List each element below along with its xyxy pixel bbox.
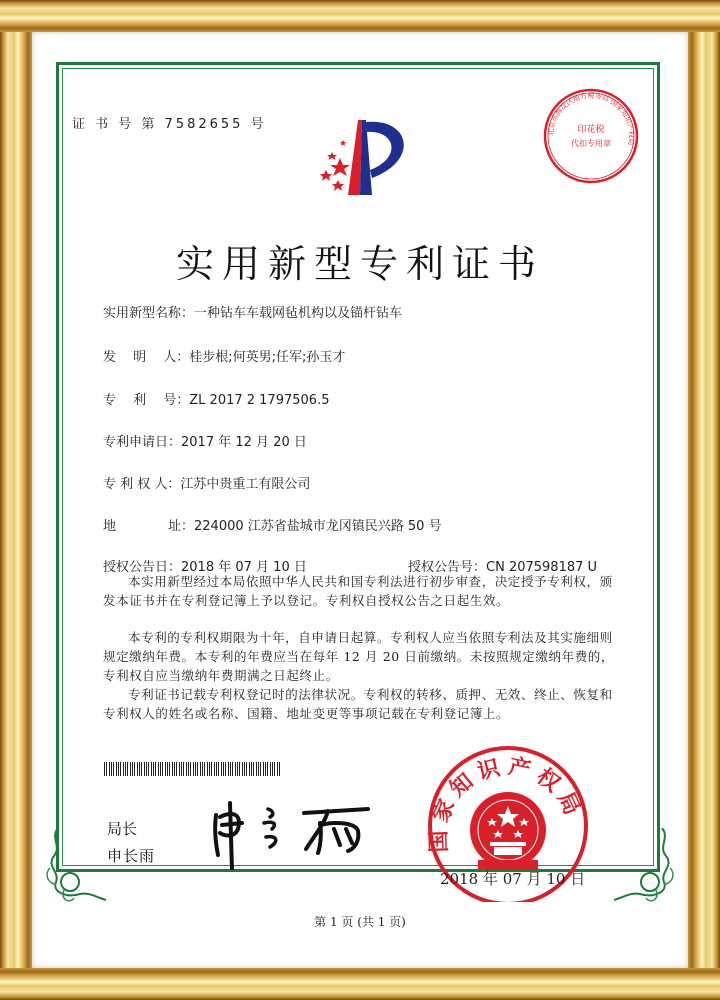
field-patent-number: 专 利 号：ZL 2017 2 1797506.5 — [103, 393, 330, 408]
barcode — [104, 762, 280, 776]
gold-frame-right — [688, 0, 720, 1000]
svg-text:代扣专用章: 代扣专用章 — [571, 139, 611, 148]
corner-flourish-icon — [610, 828, 680, 908]
corner-flourish-icon — [40, 828, 110, 908]
director-name: 申长雨 — [107, 847, 156, 865]
field-utility-model-name: 实用新型名称：一种钻车车载网毡机构以及锚杆钻车 — [103, 306, 403, 321]
field-grant-date: 授权公告日：2018 年 07 月 10 日 — [103, 560, 307, 575]
field-patentee: 专 利 权 人：江苏中贵重工有限公司 — [103, 477, 311, 492]
director-title: 局长 — [107, 820, 138, 838]
gold-frame-top — [0, 0, 720, 32]
director-signature-icon — [208, 795, 378, 870]
page-number: 第 1 页 (共 1 页) — [314, 915, 406, 929]
field-address: 地 址：224000 江苏省盐城市龙冈镇民兴路 50 号 — [103, 519, 442, 534]
seal-date: 2018 年 07 月 10 日 — [440, 870, 586, 888]
certificate-number: 证 书 号 第 7582655 号 — [72, 117, 267, 132]
paragraph-term-fees: 本专利的专利权期限为十年，自申请日起算。专利权人应当依照专利法及其实施细则规定缴纳年费。本专利的年费应当在每年 12 月 20 日前缴纳。未按照规定缴纳年费的，专利权自应当缴纳年费期满之日起终止。 — [103, 630, 615, 683]
field-application-date: 专利申请日：2017 年 12 月 20 日 — [103, 435, 307, 450]
svg-text:北京市海淀区地方税务局 国家知识产权局: 北京市海淀区地方税务局 国家知识产权局 — [546, 91, 636, 146]
svg-text:国家知识产权局: 国家知识产权局 — [426, 754, 587, 853]
field-inventors: 发 明 人：桂步根;何英男;任军;孙玉才 — [103, 350, 346, 365]
field-grant-number: 授权公告号：CN 207598187 U — [408, 560, 598, 575]
tax-stamp-seal-icon — [541, 86, 641, 186]
cnipa-logo-icon — [310, 100, 420, 195]
gold-frame-bottom — [0, 968, 720, 1000]
paragraph-legal-status: 专利证书记载专利权登记时的法律状况。专利权的转移、质押、无效、终止、恢复和专利权人的姓名或名称、国籍、地址变更等事项记载在专利登记簿上。 — [103, 687, 613, 721]
paragraph-grant-statement: 本实用新型经过本局依照中华人民共和国专利法进行初步审查，决定授予专利权，颁发本证书并在专利登记簿上予以登记。专利权自授权公告之日起生效。 — [103, 574, 613, 608]
certificate-title: 实用新型专利证书 — [175, 242, 544, 287]
svg-text:印花税: 印花税 — [577, 125, 605, 135]
gold-frame-left — [0, 0, 32, 1000]
